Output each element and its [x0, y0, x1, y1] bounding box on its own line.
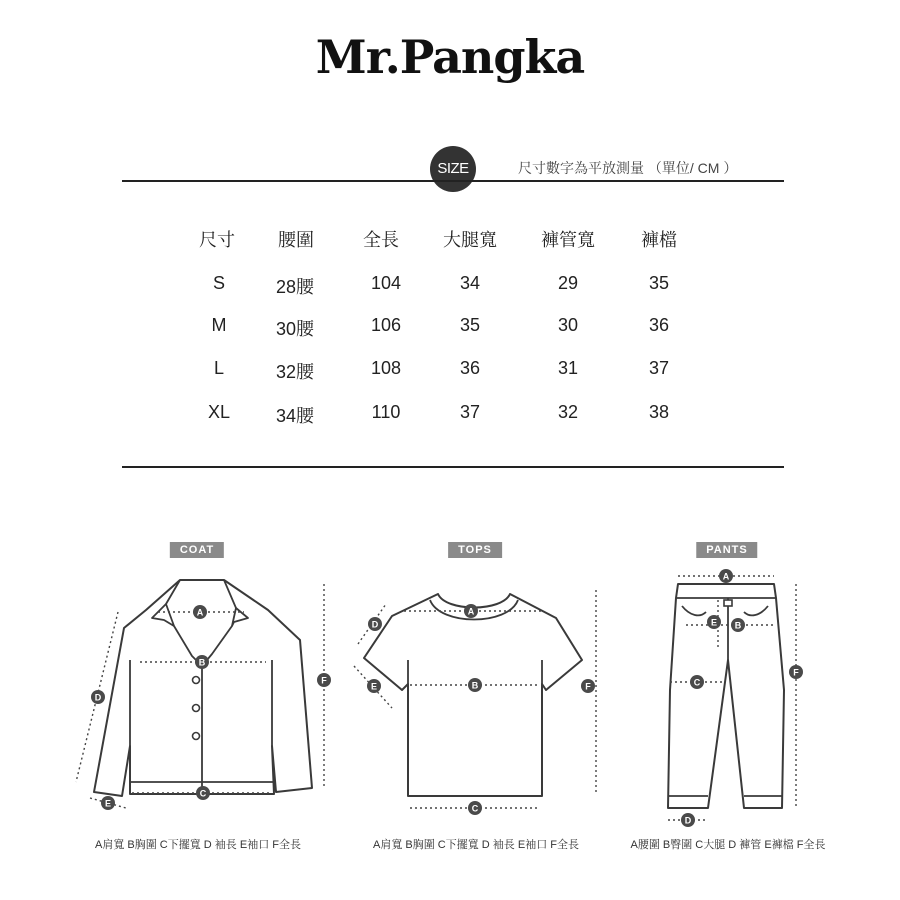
- svg-text:D: D: [684, 815, 692, 826]
- measurement-note: 尺寸數字為平放測量 （單位/ CM ）: [518, 160, 738, 176]
- table-cell-thigh: 34: [459, 273, 481, 293]
- table-cell-waist: 32腰: [275, 362, 315, 382]
- table-cell-thigh: 36: [459, 358, 481, 378]
- table-cell-rise: 38: [648, 402, 670, 422]
- pants-marker-e: [707, 615, 721, 629]
- header-thigh: 大腿寬: [443, 230, 497, 250]
- svg-text:F: F: [793, 667, 799, 678]
- table-cell-size: S: [212, 273, 225, 293]
- pants-illustration: [668, 584, 784, 808]
- svg-text:F: F: [585, 681, 591, 692]
- svg-text:C: C: [693, 677, 701, 688]
- tops-marker-b: [468, 678, 482, 692]
- tops-badge: TOPS: [448, 542, 502, 558]
- table-cell-leg-opening: 29: [557, 273, 579, 293]
- pants-legend: A腰圍 B臀圍 C大腿 D 褲管 E褲檔 F全長: [630, 839, 826, 851]
- pants-badge: PANTS: [696, 542, 757, 558]
- table-cell-leg-opening: 31: [557, 358, 579, 378]
- table-cell-thigh: 37: [459, 402, 481, 422]
- coat-marker-a: [193, 605, 207, 619]
- table-cell-size: XL: [207, 402, 231, 422]
- pants-marker-d: [681, 813, 695, 827]
- tops-marker-e: [367, 679, 381, 693]
- table-cell-leg-opening: 30: [557, 315, 579, 335]
- coat-badge: COAT: [170, 542, 224, 558]
- svg-text:D: D: [371, 619, 379, 630]
- header-rise: 褲檔: [641, 230, 677, 250]
- svg-text:D: D: [94, 692, 102, 703]
- table-cell-waist: 28腰: [275, 277, 315, 297]
- svg-text:E: E: [104, 798, 112, 809]
- svg-text:A: A: [722, 571, 730, 582]
- brand-logo: Mr.Pangka: [315, 30, 585, 84]
- header-length: 全長: [363, 230, 399, 250]
- svg-text:A: A: [196, 607, 204, 618]
- table-cell-length: 108: [370, 358, 402, 378]
- table-cell-waist: 30腰: [275, 319, 315, 339]
- table-cell-size: M: [211, 315, 227, 335]
- coat-marker-b: [195, 655, 209, 669]
- svg-text:B: B: [734, 620, 742, 631]
- tops-marker-c: [468, 801, 482, 815]
- table-cell-thigh: 35: [459, 315, 481, 335]
- table-cell-waist: 34腰: [275, 406, 315, 426]
- pants-marker-f: [789, 665, 803, 679]
- svg-text:B: B: [198, 657, 206, 668]
- table-cell-length: 110: [371, 402, 401, 422]
- table-cell-length: 106: [370, 315, 402, 335]
- tops-illustration: [364, 594, 582, 796]
- header-leg-opening: 褲管寬: [541, 230, 595, 250]
- pants-marker-c: [690, 675, 704, 689]
- size-badge: SIZE: [430, 146, 476, 192]
- pants-marker-b: [731, 618, 745, 632]
- svg-text:E: E: [710, 617, 718, 628]
- coat-legend: A肩寬 B胸圍 C下擺寬 D 袖長 E袖口 F全長: [95, 839, 301, 851]
- tops-marker-f: [581, 679, 595, 693]
- svg-text:C: C: [471, 803, 479, 814]
- pants-marker-a: [719, 569, 733, 583]
- svg-text:C: C: [199, 788, 207, 799]
- svg-text:A: A: [467, 606, 475, 617]
- header-size: 尺寸: [199, 230, 235, 250]
- table-cell-rise: 37: [648, 358, 670, 378]
- coat-marker-e: [101, 796, 115, 810]
- table-cell-rise: 36: [648, 315, 670, 335]
- tops-legend: A肩寬 B胸圍 C下擺寬 D 袖長 E袖口 F全長: [373, 839, 579, 851]
- tops-marker-d: [368, 617, 382, 631]
- coat-marker-f: [317, 673, 331, 687]
- coat-marker-c: [196, 786, 210, 800]
- header-waist: 腰圍: [278, 230, 314, 250]
- table-cell-rise: 35: [648, 273, 670, 293]
- svg-text:B: B: [471, 680, 479, 691]
- svg-text:F: F: [321, 675, 327, 686]
- tops-marker-a: [464, 604, 478, 618]
- svg-text:E: E: [370, 681, 378, 692]
- table-cell-length: 104: [370, 273, 402, 293]
- table-cell-size: L: [213, 358, 224, 378]
- coat-marker-d: [91, 690, 105, 704]
- table-cell-leg-opening: 32: [557, 402, 579, 422]
